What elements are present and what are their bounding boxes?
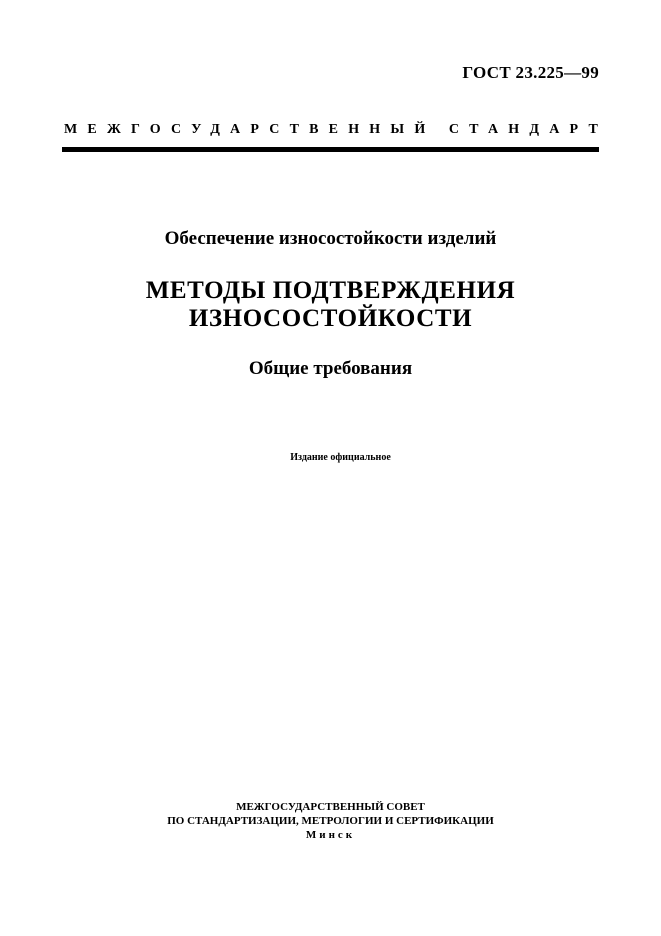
edition-note: Издание официальное bbox=[290, 452, 391, 463]
header-rule bbox=[62, 147, 599, 152]
publisher-line-2: ПО СТАНДАРТИЗАЦИИ, МЕТРОЛОГИИ И СЕРТИФИКАЦИИ bbox=[167, 815, 494, 827]
banner-interstate-label: МЕЖГОСУДАРСТВЕННЫЙ bbox=[64, 122, 436, 137]
main-title bbox=[0, 277, 661, 333]
publisher-block bbox=[0, 800, 661, 842]
standard-area-title: Обеспечение износостойкости изделий bbox=[164, 228, 497, 249]
subtitle: Общие требования bbox=[248, 358, 413, 379]
main-title-line-2: ИЗНОСОСТОЙКОСТИ bbox=[188, 305, 473, 332]
standard-type-banner bbox=[64, 122, 608, 138]
document-number: ГОСТ 23.225—99 bbox=[462, 63, 599, 82]
publisher-line-1: МЕЖГОСУДАРСТВЕННЫЙ СОВЕТ bbox=[236, 801, 425, 813]
publisher-city: Минск bbox=[305, 829, 356, 841]
main-title-line-1: МЕТОДЫ ПОДТВЕРЖДЕНИЯ bbox=[145, 277, 516, 304]
banner-standard-label: СТАНДАРТ bbox=[448, 122, 608, 137]
